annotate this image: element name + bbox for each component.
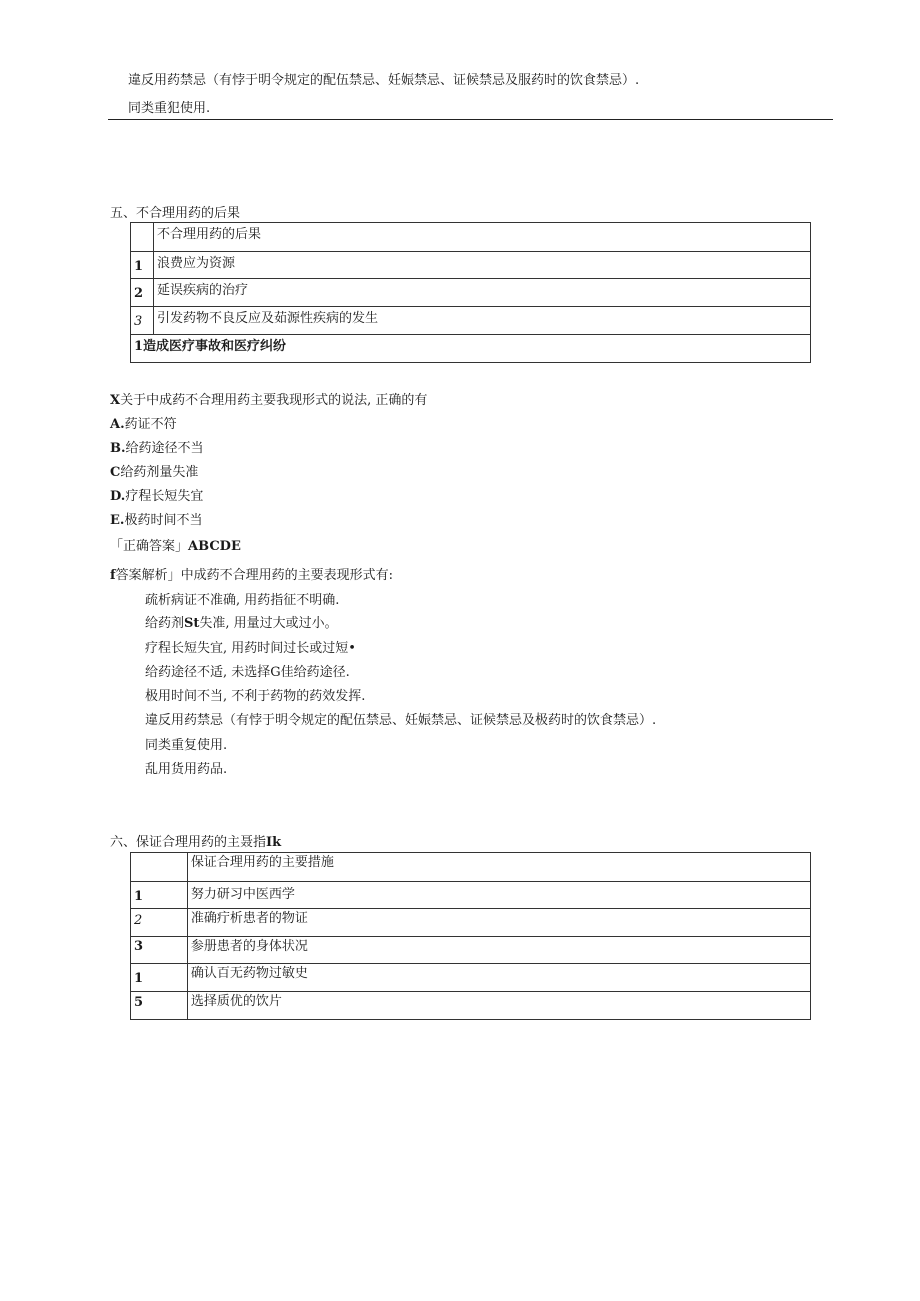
option-b: [110, 440, 204, 458]
row-text: 选择质优的饮片: [187, 992, 810, 1020]
analysis-line: 极用时间不当, 不利于药物的药效发挥.: [145, 689, 366, 704]
table-header-row: [131, 223, 811, 252]
analysis-line: 给药途径不适, 未选择G佳给药途径.: [145, 665, 350, 680]
answer-label: 「正确答案」: [110, 539, 189, 554]
analysis-line-part: 失准, 用量过大或过小。: [199, 616, 338, 631]
row-text: 浪费应为资源: [153, 252, 810, 279]
question-stem: [110, 392, 427, 410]
row-text-merged: [131, 335, 811, 363]
section6-heading-bold: Ik: [266, 835, 282, 850]
row-text: 参册患者的身体状况: [187, 937, 810, 964]
table-row: [131, 964, 811, 992]
analysis-line: 疗程长短失宜, 用药时间过长或过短•: [145, 641, 356, 656]
analysis-bold-fragment: St: [184, 616, 200, 631]
table-row: [131, 937, 811, 964]
option-text: 疗程长短失宜: [125, 489, 204, 504]
section6-heading-text: 六、保证合理用药的主聂指: [110, 835, 267, 850]
analysis-label: 答案解析」中成药不合理用药的主要表现形式有:: [115, 568, 393, 583]
analysis-heading: [110, 567, 393, 585]
option-letter: E.: [110, 513, 125, 528]
option-text: 药证不符: [124, 417, 177, 432]
row-number: 1: [131, 882, 188, 909]
measures-table: [130, 852, 811, 1020]
row-number: 1: [131, 252, 154, 279]
table-row: [131, 909, 811, 937]
row-text: 努力研习中医西学: [187, 882, 810, 909]
analysis-line: 疏析病证不准确, 用药指征不明确.: [145, 593, 340, 608]
row-number: 1: [131, 964, 188, 992]
option-text: 给药途径不当: [125, 441, 204, 456]
analysis-line: 乱用货用药品.: [145, 762, 228, 777]
option-letter: A.: [110, 417, 125, 432]
question-marker: X: [110, 393, 121, 408]
option-a: [110, 416, 177, 434]
row-text: 确认百无药物过敏史: [187, 964, 810, 992]
table-row: [131, 335, 811, 363]
analysis-line: 違反用药禁忌（有悖于明令规定的配伍禁忌、妊娠禁忌、证候禁忌及极药时的饮食禁忌）.: [145, 713, 657, 728]
row-text-merged-value: 1造成医疗事故和医疗纠纷: [134, 339, 287, 354]
analysis-marker: f: [110, 568, 116, 583]
option-letter: D.: [110, 489, 126, 504]
row-number: 3: [131, 307, 154, 335]
table-row: [131, 279, 811, 307]
top-line-2: 同类重犯使用.: [128, 101, 211, 116]
option-letter: C: [110, 465, 121, 480]
answer-value: ABCDE: [188, 539, 241, 554]
table-header-row: [131, 853, 811, 882]
row-number: 5: [131, 992, 188, 1020]
row-number: 2: [131, 279, 154, 307]
table-row: [131, 252, 811, 279]
question-stem-text: 关于中成药不合理用药主要我现形式的说法, 正确的有: [120, 393, 428, 408]
analysis-line-part: 给药剂: [145, 616, 185, 631]
divider: [108, 119, 833, 120]
table-row: [131, 882, 811, 909]
option-c: [110, 464, 198, 482]
answer-line: [110, 538, 241, 556]
row-text: 引发药物不良反应及茹源性疾病的发生: [153, 307, 810, 335]
option-text: 极药时间不当: [124, 513, 203, 528]
table-row: [131, 307, 811, 335]
row-text: 延误疾病的治疗: [153, 279, 810, 307]
table-row: [131, 992, 811, 1020]
row-text: 准确疔析患者的物证: [187, 909, 810, 937]
row-number: 3: [131, 937, 188, 964]
option-e: [110, 512, 202, 530]
consequences-table: [130, 222, 811, 363]
section5-heading: 五、不合理用药的后果: [110, 206, 241, 221]
table-header-cell: 不合理用药的后果: [153, 223, 810, 252]
analysis-line: 同类重复使用.: [145, 738, 228, 753]
table-cell: [131, 853, 188, 882]
section6-heading: [110, 834, 281, 852]
option-text: 给药剂量失准: [120, 465, 199, 480]
table-cell: [131, 223, 154, 252]
row-number: 2: [131, 909, 188, 937]
top-line-1: 違反用药禁忌（有悖于明令规定的配伍禁忌、妊娠禁忌、证候禁忌及服药时的饮食禁忌）.: [128, 73, 640, 88]
table-header-cell: 保证合理用药的主要措施: [187, 853, 810, 882]
option-d: [110, 488, 203, 506]
option-letter: B.: [110, 441, 126, 456]
analysis-line: [145, 615, 338, 633]
